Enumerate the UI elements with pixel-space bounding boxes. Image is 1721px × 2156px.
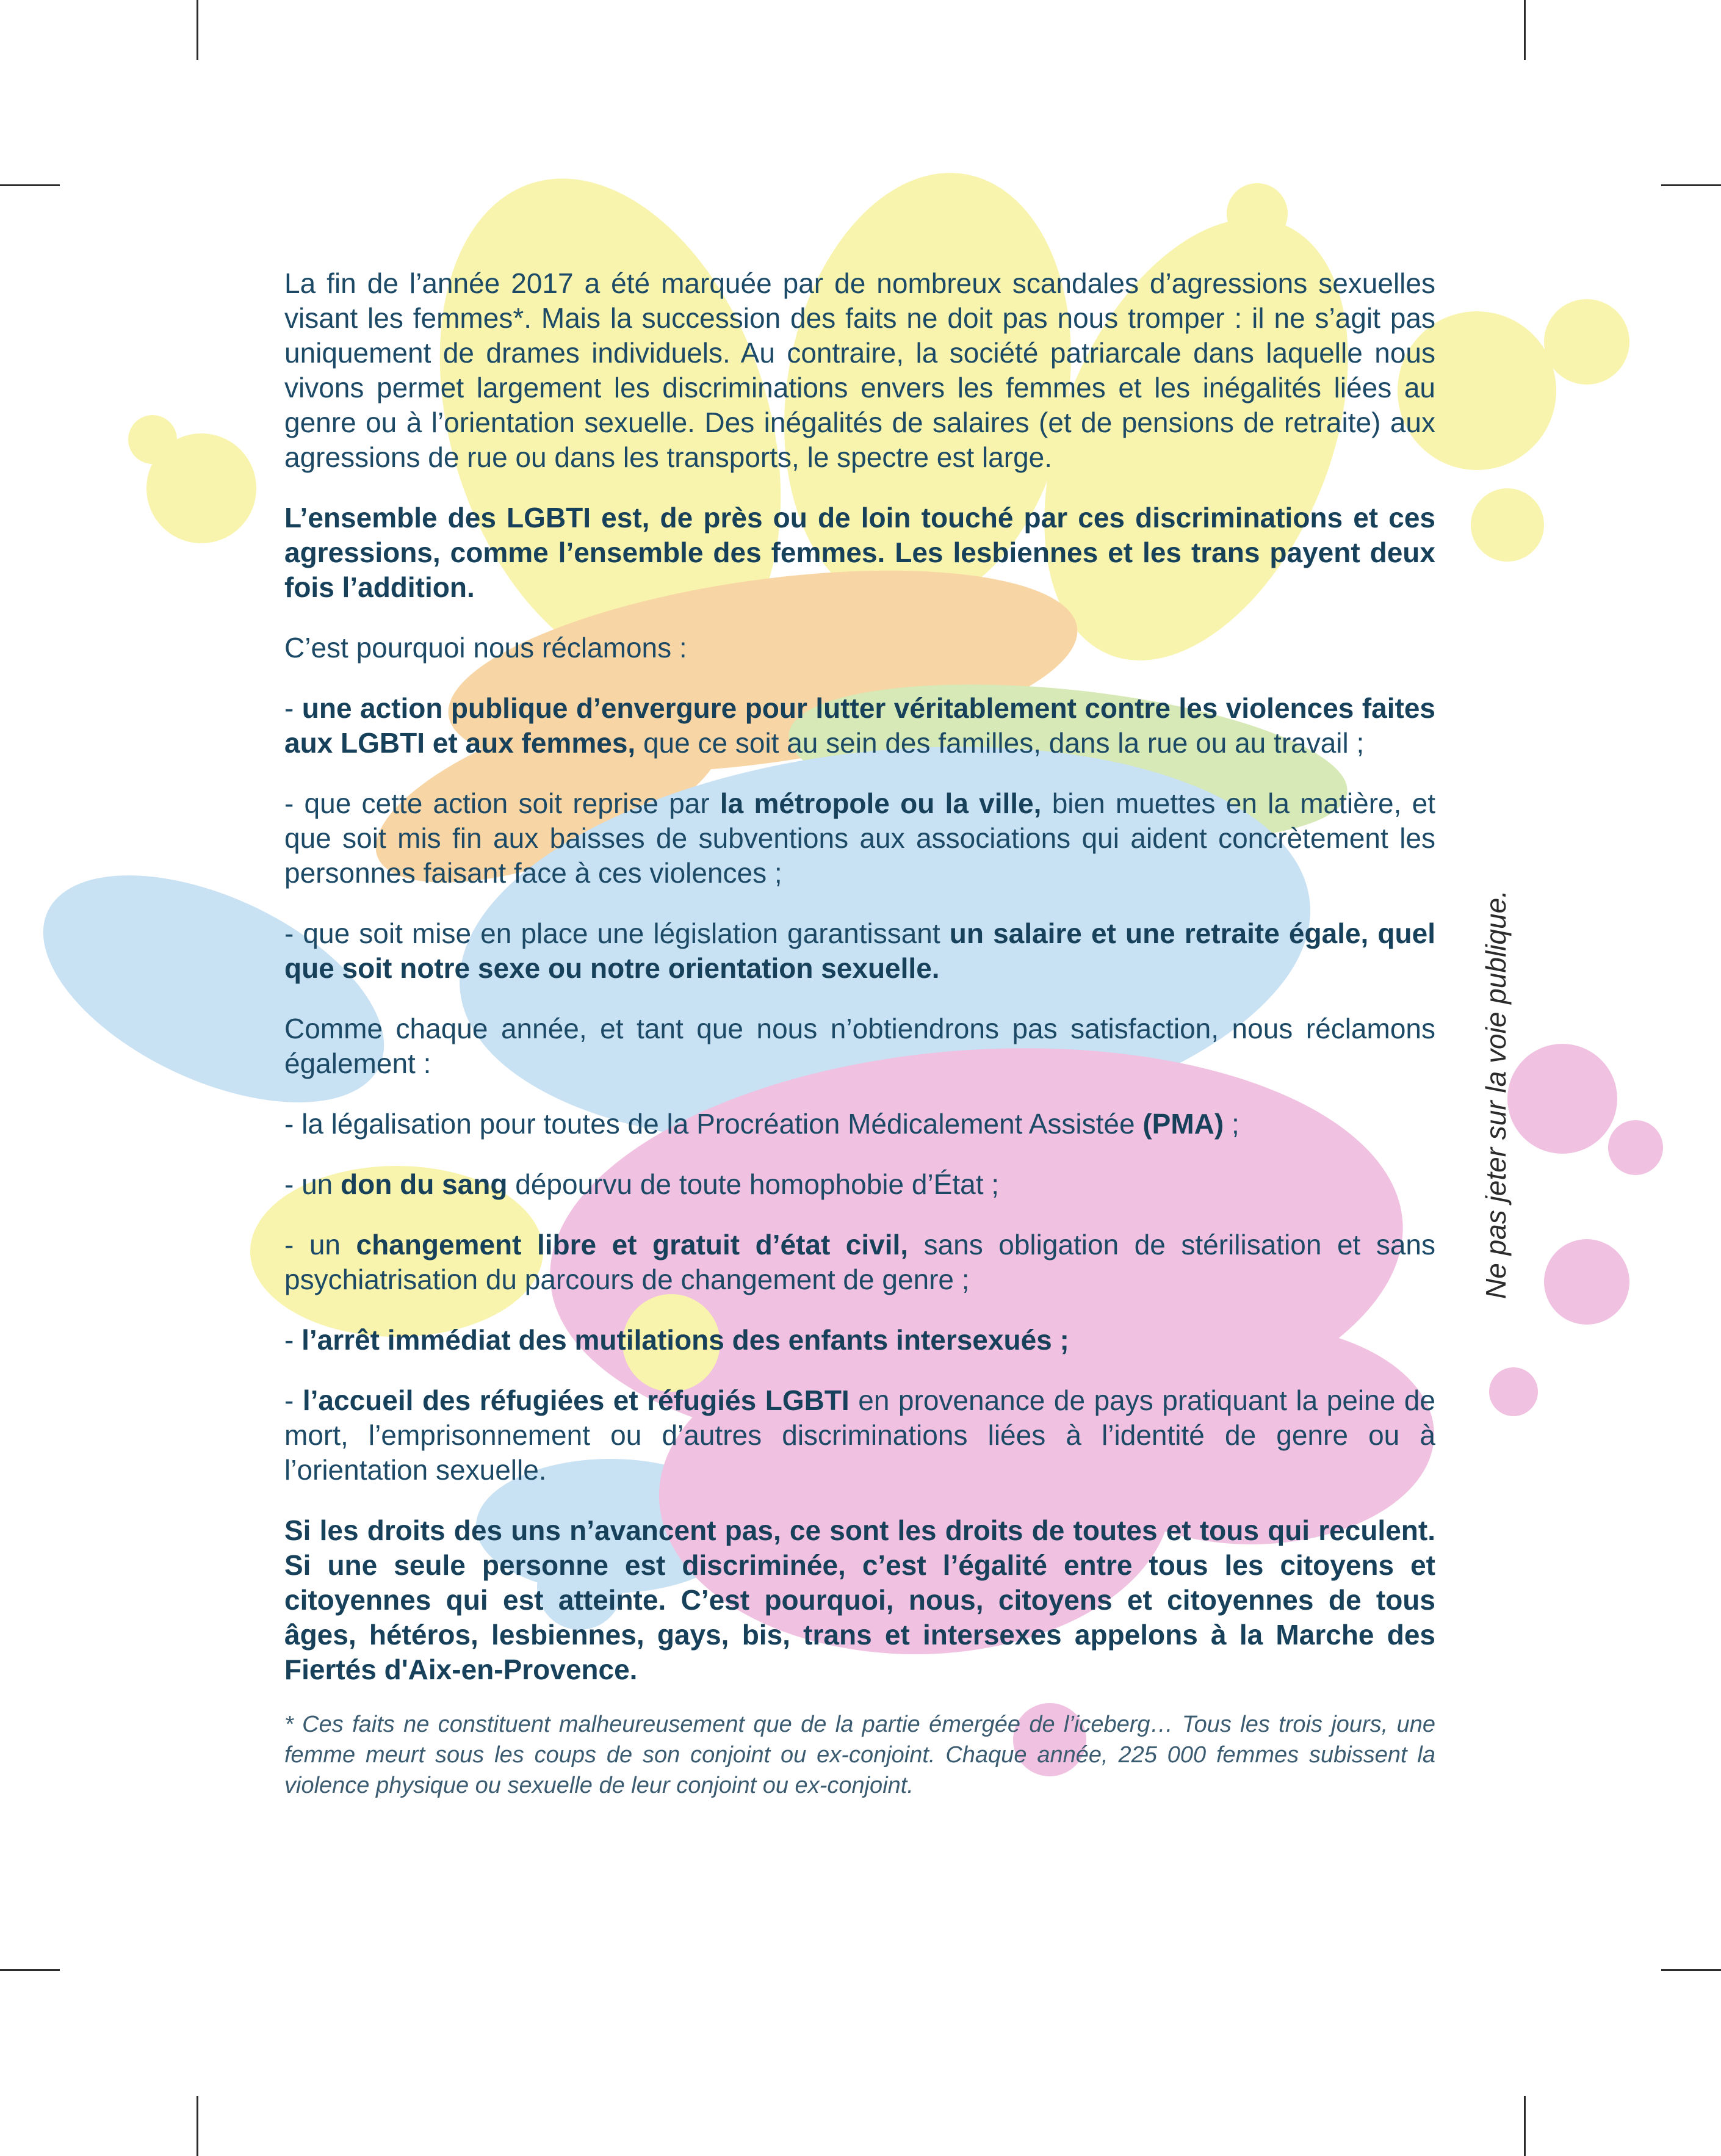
text: dépourvu de toute homophobie d’État ; bbox=[507, 1168, 1000, 1200]
side-note-vertical: Ne pas jeter sur la voie publique. bbox=[1480, 890, 1512, 1299]
text: - bbox=[284, 1324, 302, 1356]
paragraph bbox=[284, 786, 1435, 891]
paragraph bbox=[284, 1011, 1435, 1081]
paragraph bbox=[284, 266, 1435, 475]
bold-text: l’arrêt immédiat des mutilations des enfants intersexués ; bbox=[301, 1324, 1069, 1356]
text: que ce soit au sein des familles, dans la rue ou au travail ; bbox=[635, 727, 1365, 759]
text: - un bbox=[284, 1168, 341, 1200]
text: Comme chaque année, et tant que nous n’obtiendrons pas satisfaction, nous réclamons également : bbox=[284, 1013, 1435, 1079]
bold-text: l’accueil des réfugiées et réfugiés LGBTI bbox=[302, 1384, 850, 1416]
bold-text: Si les droits des uns n’avancent pas, ce sont les droits de toutes et tous qui reculent. Si une seule personne est discriminée, c’est l’égalité entre tous les citoyens et citoyennes qui est atteinte. C’est pourquoi, nous, citoyens et citoyennes de tous âges, hétéros, lesbiennes, gays, bis, trans et intersexes appelons à la Marche des Fiertés d'Aix-en-Provence. bbox=[284, 1514, 1435, 1685]
paragraph bbox=[284, 1513, 1435, 1687]
bold-text: un salaire et une retraite égale, quel que soit notre sexe ou notre orientation sexuelle. bbox=[284, 917, 1435, 984]
text: sans obligation de stérilisation et sans psychiatrisation du parcours de changement de genre ; bbox=[284, 1229, 1435, 1295]
text: - que soit mise en place une législation garantissant bbox=[284, 917, 950, 949]
text: en provenance de pays pratiquant la peine de mort, l’emprisonnement ou d’autres discriminations liées à l’identité de genre ou à l’orientation sexuelle. bbox=[284, 1384, 1435, 1486]
bold-text: changement libre et gratuit d’état civil, bbox=[356, 1229, 909, 1261]
paragraph bbox=[284, 1167, 1435, 1202]
paragraph bbox=[284, 1323, 1435, 1358]
text: - la légalisation pour toutes de la Procréation Médicalement Assistée bbox=[284, 1108, 1143, 1140]
paragraph bbox=[284, 1228, 1435, 1297]
paragraph bbox=[284, 916, 1435, 986]
text: - bbox=[284, 692, 302, 724]
text: * Ces faits ne constituent malheureusement que de la partie émergée de l’iceberg… Tous les trois jours, une femme meurt sous les coups de son conjoint ou ex-conjoint. Chaque année, 225 000 femmes subissent la violence physique ou sexuelle de leur conjoint ou ex-conjoint. bbox=[284, 1712, 1435, 1798]
main-text-block bbox=[284, 266, 1435, 1801]
text: C’est pourquoi nous réclamons : bbox=[284, 632, 687, 664]
text: bien muettes en la matière, et que soit mis fin aux baisses de subventions aux associations qui aident concrètement les personnes faisant face à ces violences ; bbox=[284, 787, 1435, 889]
bold-text: don du sang bbox=[341, 1168, 508, 1200]
text: ; bbox=[1224, 1108, 1239, 1140]
bold-text: la métropole ou la ville, bbox=[720, 787, 1042, 819]
text: La fin de l’année 2017 a été marquée par de nombreux scandales d’agressions sexuelles visant les femmes*. Mais la succession des faits ne doit pas nous tromper : il ne s’agit pas uniquement de drames individuels. Au contraire, la société patriarcale dans laquelle nous vivons permet largement les discriminations envers les femmes et les inégalités liées au genre ou à l’orientation sexuelle. Des inégalités de salaires (et de pensions de retraite) aux agressions de rue ou dans les transports, le spectre est large. bbox=[284, 267, 1435, 473]
paragraph bbox=[284, 691, 1435, 761]
bold-text: (PMA) bbox=[1142, 1108, 1224, 1140]
paragraph bbox=[284, 501, 1435, 605]
text: - que cette action soit reprise par bbox=[284, 787, 720, 819]
bold-text: une action publique d’envergure pour lutter véritablement contre les violences faites aux LGBTI et aux femmes, bbox=[284, 692, 1435, 759]
bold-text: L’ensemble des LGBTI est, de près ou de loin touché par ces discriminations et ces agressions, comme l’ensemble des femmes. Les lesbiennes et les trans payent deux fois l’addition. bbox=[284, 502, 1435, 603]
text: - bbox=[284, 1384, 303, 1416]
paragraph bbox=[284, 1383, 1435, 1488]
text: - un bbox=[284, 1229, 356, 1261]
footnote bbox=[284, 1709, 1435, 1801]
paragraph bbox=[284, 631, 1435, 665]
paragraph bbox=[284, 1107, 1435, 1141]
